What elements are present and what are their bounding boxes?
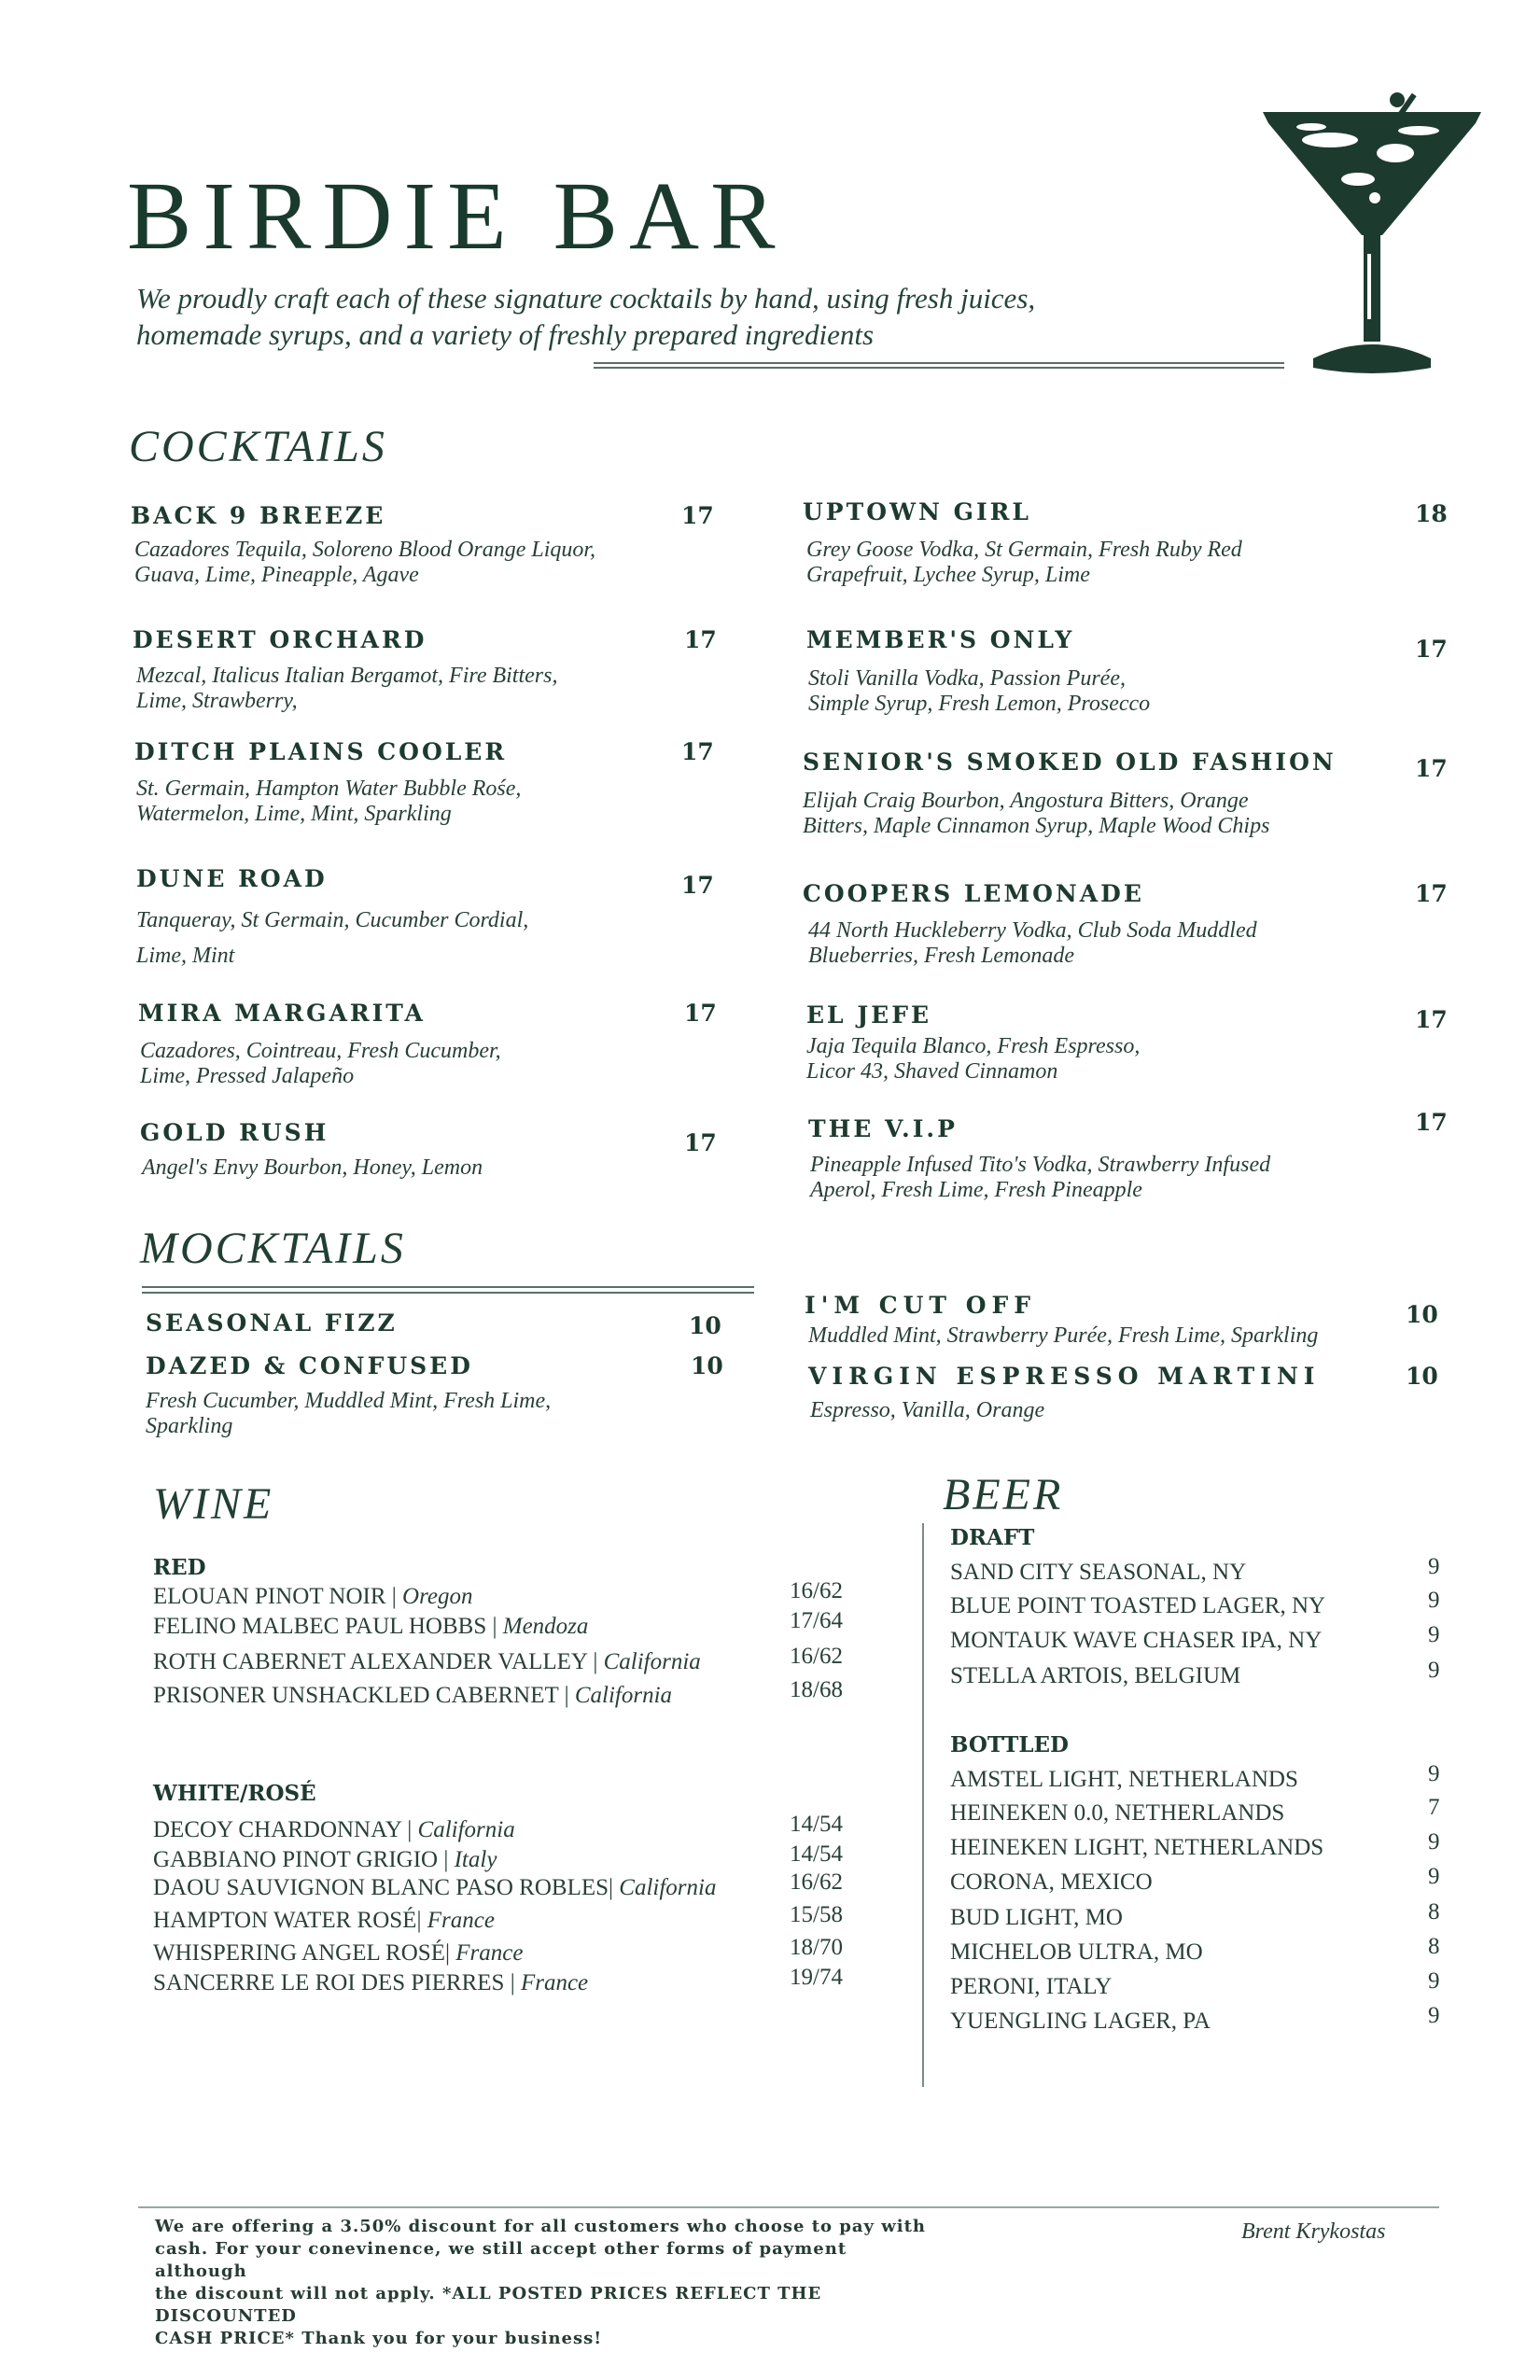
menu-item-desc [808, 1323, 1318, 1349]
menu-item-desc [134, 538, 595, 588]
desc-line: Lime, Mint [136, 944, 235, 968]
wine-origin: California [417, 1817, 515, 1842]
footer-line: cash. For your conevinence, we still accept other forms of payment although [155, 2239, 847, 2281]
menu-item-desc [140, 1039, 501, 1089]
wine-origin: Mendoza [502, 1614, 589, 1639]
footer-line: We are offering a 3.50% discount for all customers who choose to pay with [155, 2217, 927, 2236]
menu-item-price: 17 [684, 626, 717, 653]
desc-line: Fresh Cucumber, Muddled Mint, Fresh Lime, [146, 1389, 552, 1413]
wine-row-label: ELOUAN PINOT NOIR [153, 1584, 386, 1609]
wine-origin: France [520, 1970, 589, 1995]
menu-item-price: 17 [681, 738, 714, 765]
beer-row-label: BLUE POINT TOASTED LAGER, NY [950, 1593, 1326, 1618]
beer-row-price: 9 [1428, 2003, 1440, 2028]
wine-origin: California [619, 1875, 717, 1900]
menu-item-price: 17 [681, 502, 714, 529]
wine-row-price: 18/70 [790, 1935, 843, 1960]
menu-item-name: THE V.I.P [808, 1115, 958, 1142]
cocktails-heading: COCKTAILS [129, 422, 387, 471]
menu-item-price: 17 [1415, 1006, 1448, 1033]
wine-white-heading: WHITE/ROSÉ [153, 1781, 316, 1806]
wine-row [153, 1650, 701, 1673]
menu-item-price: 17 [684, 1129, 717, 1156]
origin-separator: | [438, 1847, 455, 1872]
menu-item-name: VIRGIN ESPRESSO MARTINI [808, 1363, 1321, 1390]
beer-row [950, 2009, 1211, 2033]
desc-line: Cazadores, Cointreau, Fresh Cucumber, [140, 1039, 501, 1063]
beer-row [950, 1870, 1153, 1894]
menu-item-name: DUNE ROAD [136, 865, 328, 892]
menu-item-price: 10 [691, 1352, 723, 1379]
beer-row-label: AMSTEL LIGHT, NETHERLANDS [950, 1767, 1298, 1792]
menu-item-price: 10 [689, 1312, 721, 1339]
menu-item-price: 10 [1406, 1301, 1438, 1328]
wine-row-label: FELINO MALBEC PAUL HOBBS [153, 1614, 487, 1639]
menu-item-name: MIRA MARGARITA [138, 1000, 426, 1027]
beer-row-label: MONTAUK WAVE CHASER IPA, NY [950, 1628, 1323, 1653]
beer-row-price: 9 [1428, 1761, 1440, 1786]
beer-row-label: BUD LIGHT, MO [950, 1905, 1123, 1930]
beer-row-price: 9 [1428, 1554, 1440, 1579]
wine-row-label: WHISPERING ANGEL ROSÉ [153, 1940, 445, 1966]
beer-row [950, 1940, 1203, 1964]
menu-item-name: SENIOR'S SMOKED OLD FASHION [803, 749, 1337, 776]
beer-row [950, 1629, 1322, 1652]
beer-bottled-heading: BOTTLED [950, 1732, 1069, 1757]
beer-row [950, 1906, 1123, 1929]
desc-line: Muddled Mint, Strawberry Purée, Fresh Lime, Sparkling [808, 1323, 1319, 1348]
beer-row-price: 9 [1428, 1622, 1440, 1647]
wine-row-label: GABBIANO PINOT GRIGIO [153, 1847, 439, 1872]
wine-row-price: 16/62 [790, 1578, 843, 1603]
desc-line: Angel's Envy Bourbon, Honey, Lemon [142, 1155, 483, 1180]
wine-red-heading: RED [153, 1555, 206, 1580]
wine-row-price: 14/54 [790, 1841, 843, 1867]
wine-row-label: SANCERRE LE ROI DES PIERRES [153, 1970, 505, 1995]
menu-item-name: DITCH PLAINS COOLER [134, 738, 508, 765]
menu-item-desc [142, 1155, 483, 1181]
menu-item-desc [803, 789, 1269, 839]
wine-row-price: 16/62 [790, 1644, 843, 1669]
wine-row-price: 18/68 [790, 1677, 843, 1702]
origin-separator: | [587, 1649, 604, 1674]
desc-line: Elijah Craig Bourbon, Angostura Bitters, Orange [803, 789, 1249, 813]
desc-line: Simple Syrup, Fresh Lemon, Prosecco [808, 692, 1151, 716]
beer-row [950, 1836, 1323, 1859]
origin-separator: | [558, 1683, 575, 1708]
menu-item-desc [806, 538, 1242, 588]
menu-item-desc [136, 664, 557, 714]
desc-line: Espresso, Vanilla, Orange [810, 1398, 1045, 1422]
wine-row [153, 1876, 716, 1899]
desc-line: Mezcal, Italicus Italian Bergamot, Fire Bitters, [136, 664, 558, 688]
origin-separator: | [416, 1908, 427, 1933]
wine-row-price: 14/54 [790, 1812, 843, 1837]
wine-row [153, 1971, 588, 1995]
origin-separator: | [504, 1970, 521, 1995]
menu-item-price: 18 [1415, 500, 1448, 527]
beer-row-label: STELLA ARTOIS, BELGIUM [950, 1663, 1241, 1688]
wine-origin: California [603, 1649, 701, 1674]
mocktails-heading: MOCKTAILS [140, 1224, 406, 1273]
martini-glass-icon [1255, 86, 1489, 385]
desc-line: 44 North Huckleberry Vodka, Club Soda Muddled [808, 918, 1257, 943]
menu-item-name: BACK 9 BREEZE [131, 502, 386, 529]
desc-line: Aperol, Fresh Lime, Fresh Pineapple [810, 1178, 1142, 1202]
menu-item-name: SEASONAL FIZZ [146, 1309, 398, 1337]
wine-row-price: 16/62 [790, 1869, 843, 1895]
wine-origin: France [427, 1908, 495, 1933]
beer-row-label: YUENGLING LAGER, PA [950, 2009, 1211, 2034]
beer-row-price: 9 [1428, 1588, 1440, 1613]
menu-item-desc [808, 666, 1150, 717]
wine-row-label: DAOU SAUVIGNON BLANC PASO ROBLES [153, 1875, 609, 1900]
menu-item-desc [808, 918, 1257, 969]
beer-divider [922, 1523, 924, 2087]
signature: Brent Krykostas [1241, 2219, 1386, 2244]
menu-item-desc [810, 1398, 1044, 1423]
wine-row-price: 17/64 [790, 1608, 843, 1633]
beer-row [950, 1664, 1240, 1687]
beer-row-price: 9 [1428, 1658, 1440, 1683]
tagline [136, 280, 1238, 353]
desc-line: Guava, Lime, Pineapple, Agave [134, 563, 419, 587]
beer-row [950, 1975, 1112, 1998]
menu-item-desc [136, 777, 521, 827]
desc-line: Cazadores Tequila, Soloreno Blood Orange Liquor, [134, 538, 596, 562]
desc-line: Blueberries, Fresh Lemonade [808, 944, 1075, 968]
wine-origin: California [574, 1683, 673, 1708]
wine-row [153, 1585, 473, 1608]
wine-origin: Oregon [402, 1584, 473, 1609]
menu-item-name: UPTOWN GIRL [803, 498, 1032, 525]
wine-row [153, 1909, 495, 1932]
menu-item-price: 17 [684, 1000, 717, 1027]
origin-separator: | [609, 1875, 620, 1900]
menu-item-desc [810, 1153, 1270, 1203]
wine-row-price: 19/74 [790, 1965, 843, 1990]
beer-row-price: 9 [1428, 1864, 1440, 1889]
wine-row-label: PRISONER UNSHACKLED CABERNET [153, 1683, 559, 1708]
beer-row-label: SAND CITY SEASONAL, NY [950, 1560, 1247, 1585]
desc-line: Tanqueray, St Germain, Cucumber Cordial, [136, 908, 529, 932]
menu-item-desc [146, 1389, 551, 1439]
desc-line: Bitters, Maple Cinnamon Syrup, Maple Wood Chips [803, 814, 1270, 838]
mocktails-divider [142, 1292, 754, 1294]
origin-separator: | [401, 1817, 418, 1842]
menu-item-name: MEMBER'S ONLY [806, 626, 1075, 653]
desc-line: Licor 43, Shaved Cinnamon [806, 1059, 1058, 1084]
wine-row-label: DECOY CHARDONNAY [153, 1817, 401, 1842]
wine-row [153, 1848, 497, 1871]
desc-line: St. Germain, Hampton Water Bubble Rośe, [136, 777, 522, 801]
menu-item-price: 17 [1415, 755, 1448, 782]
origin-separator: | [444, 1940, 456, 1966]
beer-row [950, 1561, 1246, 1584]
wine-row [153, 1684, 672, 1707]
desc-line: Sparkling [146, 1414, 233, 1438]
beer-row [950, 1768, 1298, 1791]
beer-row-price: 7 [1428, 1795, 1440, 1820]
desc-line: Grapefruit, Lychee Syrup, Lime [806, 563, 1090, 587]
wine-row [153, 1818, 515, 1841]
desc-line: Grey Goose Vodka, St Germain, Fresh Ruby Red [806, 538, 1242, 562]
desc-line: Jaja Tequila Blanco, Fresh Espresso, [806, 1034, 1141, 1058]
tagline-line: homemade syrups, and a variety of freshly prepared ingredients [136, 318, 875, 351]
menu-item-desc [806, 1034, 1140, 1085]
menu-item-price: 10 [1406, 1363, 1438, 1390]
desc-line: Stoli Vanilla Vodka, Passion Purée, [808, 666, 1126, 691]
beer-row [950, 1801, 1284, 1825]
wine-row [153, 1615, 588, 1638]
beer-row-label: HEINEKEN LIGHT, NETHERLANDS [950, 1835, 1324, 1860]
tagline-line: We proudly craft each of these signature cocktails by hand, using fresh juices, [136, 282, 1036, 315]
beer-row-label: MICHELOB ULTRA, MO [950, 1939, 1203, 1965]
wine-row-label: HAMPTON WATER ROSÉ [153, 1908, 417, 1933]
menu-item-price: 17 [681, 872, 714, 899]
beer-row-label: CORONA, MEXICO [950, 1869, 1153, 1895]
origin-separator: | [385, 1584, 403, 1609]
origin-separator: | [486, 1614, 503, 1639]
mocktails-divider [142, 1286, 754, 1288]
beer-row-price: 8 [1428, 1934, 1440, 1959]
menu-item-price: 17 [1415, 880, 1448, 907]
beer-row [950, 1594, 1325, 1617]
menu-item-name: EL JEFE [806, 1001, 932, 1029]
menu-item-name: DESERT ORCHARD [133, 626, 427, 653]
beer-row-label: PERONI, ITALY [950, 1974, 1113, 1999]
page-title: BIRDIE BAR [127, 162, 787, 270]
header-divider [594, 362, 1284, 364]
wine-origin: France [455, 1940, 524, 1966]
wine-row-label: ROTH CABERNET ALEXANDER VALLEY [153, 1649, 588, 1674]
desc-line: Lime, Strawberry, [136, 689, 298, 713]
wine-heading: WINE [153, 1479, 274, 1529]
footer-line: the discount will not apply. *ALL POSTED PRICES REFLECT THE DISCOUNTED [155, 2284, 822, 2326]
wine-origin: Italy [454, 1847, 497, 1872]
beer-row-price: 9 [1428, 1829, 1440, 1855]
wine-row [153, 1941, 523, 1965]
menu-item-price: 17 [1415, 1109, 1448, 1136]
menu-item-desc [136, 903, 528, 973]
footer-line: CASH PRICE* Thank you for your business! [155, 2329, 603, 2348]
menu-item-name: DAZED & CONFUSED [146, 1352, 473, 1379]
beer-draft-heading: DRAFT [950, 1525, 1035, 1550]
menu-item-name: I'M CUT OFF [805, 1292, 1037, 1319]
menu-item-price: 17 [1415, 636, 1448, 663]
beer-row-label: HEINEKEN 0.0, NETHERLANDS [950, 1800, 1285, 1826]
desc-line: Watermelon, Lime, Mint, Sparkling [136, 802, 452, 826]
footer-note [155, 2216, 939, 2350]
beer-row-price: 8 [1428, 1899, 1440, 1925]
footer-divider [138, 2206, 1439, 2208]
header-divider [594, 367, 1284, 369]
desc-line: Pineapple Infused Tito's Vodka, Strawberry Infused [810, 1153, 1271, 1177]
beer-row-price: 9 [1428, 1968, 1440, 1994]
menu-item-name: COOPERS LEMONADE [803, 880, 1144, 907]
menu-item-name: GOLD RUSH [140, 1119, 329, 1146]
wine-row-price: 15/58 [790, 1902, 843, 1927]
beer-heading: BEER [943, 1470, 1064, 1519]
desc-line: Lime, Pressed Jalapeño [140, 1064, 355, 1088]
